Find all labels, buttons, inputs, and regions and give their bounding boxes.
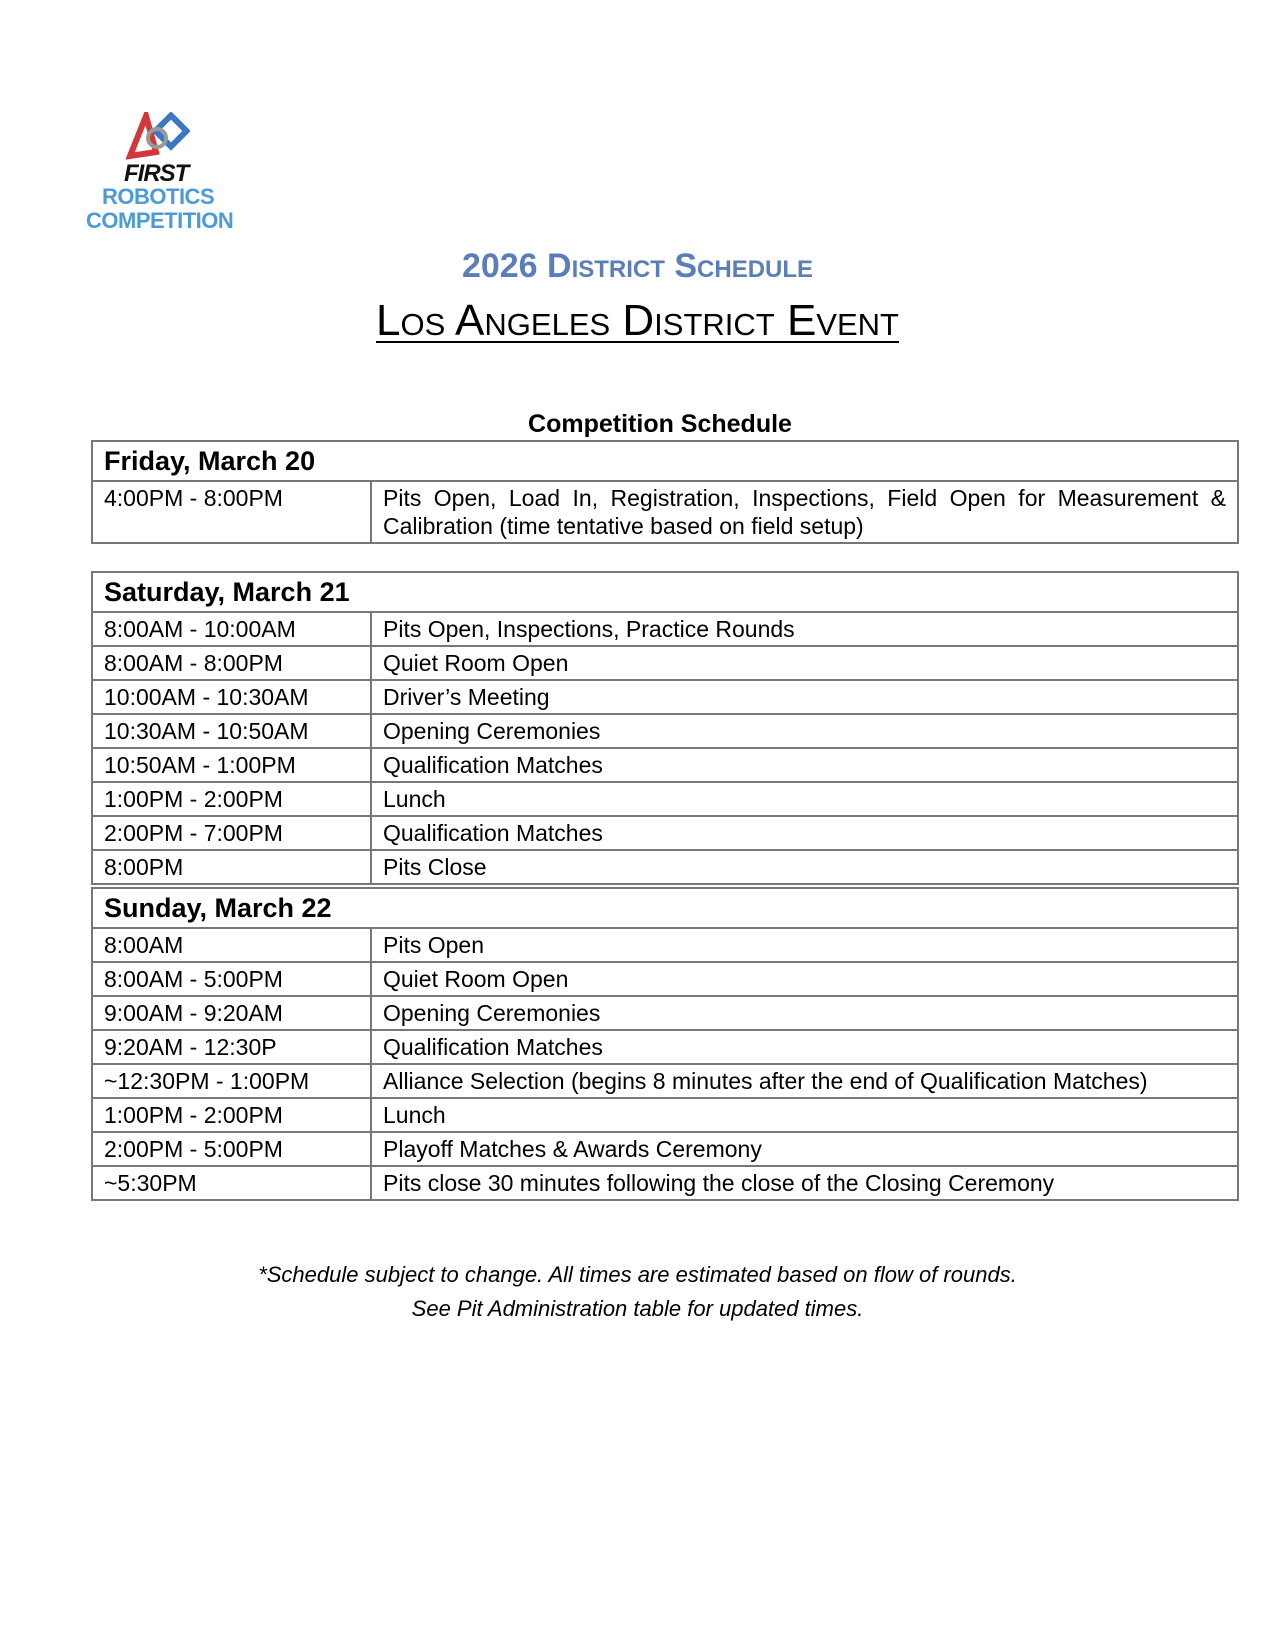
table-row xyxy=(92,996,1238,1030)
time-cell: 9:00AM - 9:20AM xyxy=(92,996,371,1030)
event-title-text: Los Angeles District Event xyxy=(376,296,899,345)
day-label: Friday, March 20 xyxy=(92,441,1238,481)
time-cell: 8:00AM - 8:00PM xyxy=(92,646,371,680)
table-row xyxy=(92,1030,1238,1064)
time-cell: 8:00AM xyxy=(92,928,371,962)
table-row xyxy=(92,782,1238,816)
desc-cell: Pits close 30 minutes following the close of the Closing Ceremony xyxy=(371,1166,1238,1200)
time-cell: 8:00AM - 10:00AM xyxy=(92,612,371,646)
table-row xyxy=(92,816,1238,850)
logo-first-text: FIRST xyxy=(124,160,189,187)
desc-cell: Quiet Room Open xyxy=(371,962,1238,996)
desc-cell: Quiet Room Open xyxy=(371,646,1238,680)
desc-cell: Alliance Selection (begins 8 minutes after the end of Qualification Matches) xyxy=(371,1064,1238,1098)
desc-cell: Qualification Matches xyxy=(371,1030,1238,1064)
time-cell: 10:00AM - 10:30AM xyxy=(92,680,371,714)
desc-cell: Pits Open xyxy=(371,928,1238,962)
table-row xyxy=(92,1098,1238,1132)
sunday-table xyxy=(91,887,1239,1201)
table-row xyxy=(92,714,1238,748)
table-row xyxy=(92,1166,1238,1200)
time-cell: 2:00PM - 7:00PM xyxy=(92,816,371,850)
section-title: Competition Schedule xyxy=(528,410,792,438)
time-cell: 9:20AM - 12:30P xyxy=(92,1030,371,1064)
table-row xyxy=(92,680,1238,714)
time-cell: 4:00PM - 8:00PM xyxy=(92,481,371,543)
table-row xyxy=(92,1132,1238,1166)
time-cell: ~5:30PM xyxy=(92,1166,371,1200)
table-row xyxy=(92,1064,1238,1098)
time-cell: 10:30AM - 10:50AM xyxy=(92,714,371,748)
day-header-row xyxy=(92,441,1238,481)
day-label: Saturday, March 21 xyxy=(92,572,1238,612)
schedule-title: 2026 District Schedule xyxy=(461,247,814,285)
logo-competition-text: COMPETITION xyxy=(86,208,234,233)
time-cell: 1:00PM - 2:00PM xyxy=(92,782,371,816)
time-cell: 8:00AM - 5:00PM xyxy=(92,962,371,996)
desc-cell: Pits Open, Load In, Registration, Inspections, Field Open for Measurement & Calibration (time tentative based on field setup) xyxy=(371,481,1238,543)
table-row xyxy=(92,850,1238,884)
time-cell: ~12:30PM - 1:00PM xyxy=(92,1064,371,1098)
desc-cell: Opening Ceremonies xyxy=(371,714,1238,748)
friday-table xyxy=(91,440,1239,544)
table-row xyxy=(92,928,1238,962)
saturday-table xyxy=(91,571,1239,885)
time-cell: 8:00PM xyxy=(92,850,371,884)
logo-robotics-text: ROBOTICS xyxy=(102,184,215,209)
table-row xyxy=(92,962,1238,996)
desc-cell: Opening Ceremonies xyxy=(371,996,1238,1030)
day-header-row xyxy=(92,572,1238,612)
desc-cell: Lunch xyxy=(371,1098,1238,1132)
event-title xyxy=(0,296,1275,346)
desc-cell: Qualification Matches xyxy=(371,816,1238,850)
table-row xyxy=(92,481,1238,543)
desc-cell: Qualification Matches xyxy=(371,748,1238,782)
desc-cell: Pits Close xyxy=(371,850,1238,884)
desc-cell: Playoff Matches & Awards Ceremony xyxy=(371,1132,1238,1166)
table-row xyxy=(92,646,1238,680)
footnote-line-2: See Pit Administration table for updated times. xyxy=(411,1296,864,1321)
first-robotics-logo xyxy=(86,112,236,242)
desc-cell: Driver’s Meeting xyxy=(371,680,1238,714)
day-header-row xyxy=(92,888,1238,928)
time-cell: 1:00PM - 2:00PM xyxy=(92,1098,371,1132)
day-label: Sunday, March 22 xyxy=(92,888,1238,928)
desc-cell: Pits Open, Inspections, Practice Rounds xyxy=(371,612,1238,646)
time-cell: 2:00PM - 5:00PM xyxy=(92,1132,371,1166)
desc-cell: Lunch xyxy=(371,782,1238,816)
time-cell: 10:50AM - 1:00PM xyxy=(92,748,371,782)
table-row xyxy=(92,612,1238,646)
footnote-line-1: *Schedule subject to change. All times are estimated based on flow of rounds. xyxy=(258,1262,1017,1287)
first-logo-icon xyxy=(126,112,190,160)
table-row xyxy=(92,748,1238,782)
